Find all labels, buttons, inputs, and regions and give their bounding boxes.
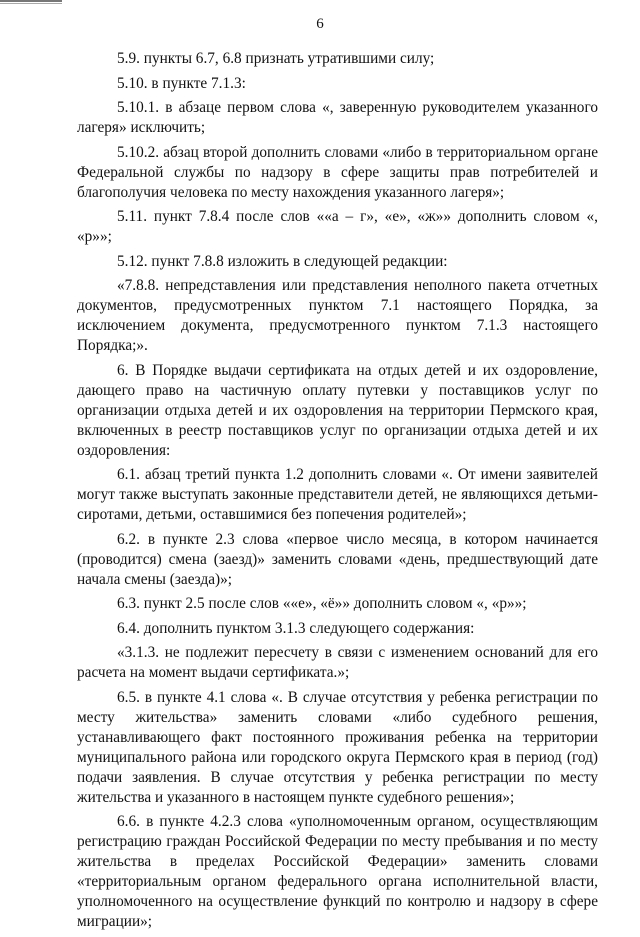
paragraph-6-6: 6.6. в пункте 4.2.3 слова «уполномоченным органом, осуществляющим регистрацию граждан Российской Федерации по месту пребывания и по месту жительства в пределах Российской Федерации» заменить словами «территориальным органом федерального органа исполнительной власти, уполномоченного на осуществление функций по контролю и надзору в сфере миграции»;	[77, 813, 598, 930]
paragraph-5-11: 5.11. пункт 7.8.4 после слов ««а – г», «е», «ж»» дополнить словом «, «р»»;	[77, 208, 598, 245]
paragraph-3-1-3-quote: «3.1.3. не подлежит пересчету в связи с изменением оснований для его расчета на момент выдачи сертификата.»;	[77, 644, 598, 681]
paragraph-5-10-1: 5.10.1. в абзаце первом слова «, заверенную руководителем указанного лагеря» исключить;	[77, 99, 598, 136]
paragraph-6-2: 6.2. в пункте 2.3 слова «первое число месяца, в котором начинается (проводится) смена (заезд)» заменить словами «день, предшествующий дате начала смены (заезда)»;	[77, 530, 598, 588]
paragraph-5-12: 5.12. пункт 7.8.8 изложить в следующей редакции:	[117, 252, 448, 270]
paragraph-6-4: 6.4. дополнить пунктом 3.1.3 следующего содержания:	[117, 619, 475, 637]
page-number: 6	[316, 16, 324, 32]
paragraph-7-8-8-quote: «7.8.8. непредставления или представления неполного пакета отчетных документов, предусмотренных пунктом 7.1 настоящего Порядка, за исключением документа, предусмотренного пунктом 7.1.3 настоящего Порядка;».	[77, 277, 598, 354]
paragraph-5-10: 5.10. в пункте 7.1.3:	[117, 74, 246, 92]
document-body	[77, 49, 598, 937]
paragraph-6: 6. В Порядке выдачи сертификата на отдых детей и их оздоровление, дающего право на частичную оплату путевки у поставщиков услуг по организации отдыха детей и их оздоровления на территории Пермского края, включенных в реестр поставщиков услуг по организации отдыха детей и их оздоровления:	[77, 361, 598, 459]
scan-corner-mark	[0, 0, 62, 2]
scan-corner-mark-2	[0, 3, 62, 4]
paragraph-5-9: 5.9. пункты 6.7, 6.8 признать утратившими силу;	[117, 50, 435, 67]
paragraph-5-10-2: 5.10.2. абзац второй дополнить словами «либо в территориальном органе Федеральной службы по надзору в сфере защиты прав потребителей и благополучия человека по месту нахождения указанного лагеря»;	[77, 143, 598, 201]
paragraph-6-1: 6.1. абзац третий пункта 1.2 дополнить словами «. От имени заявителей могут также выступать законные представители детей, не являющихся детьми-сиротами, детьми, оставшимися без попечения родителей»;	[77, 466, 598, 523]
paragraph-6-5: 6.5. в пункте 4.1 слова «. В случае отсутствия у ребенка регистрации по месту жительства» заменить словами «либо судебного решения, устанавливающего факт постоянного проживания ребенка на территории муниципального района или городского округа Пермского края в период (год) подачи заявления. В случае отсутствия у ребенка регистрации по месту жительства и указанного в настоящем пункте судебного решения»;	[77, 688, 598, 806]
paragraph-6-3: 6.3. пункт 2.5 после слов ««е», «ё»» дополнить словом «, «р»»;	[117, 595, 527, 612]
